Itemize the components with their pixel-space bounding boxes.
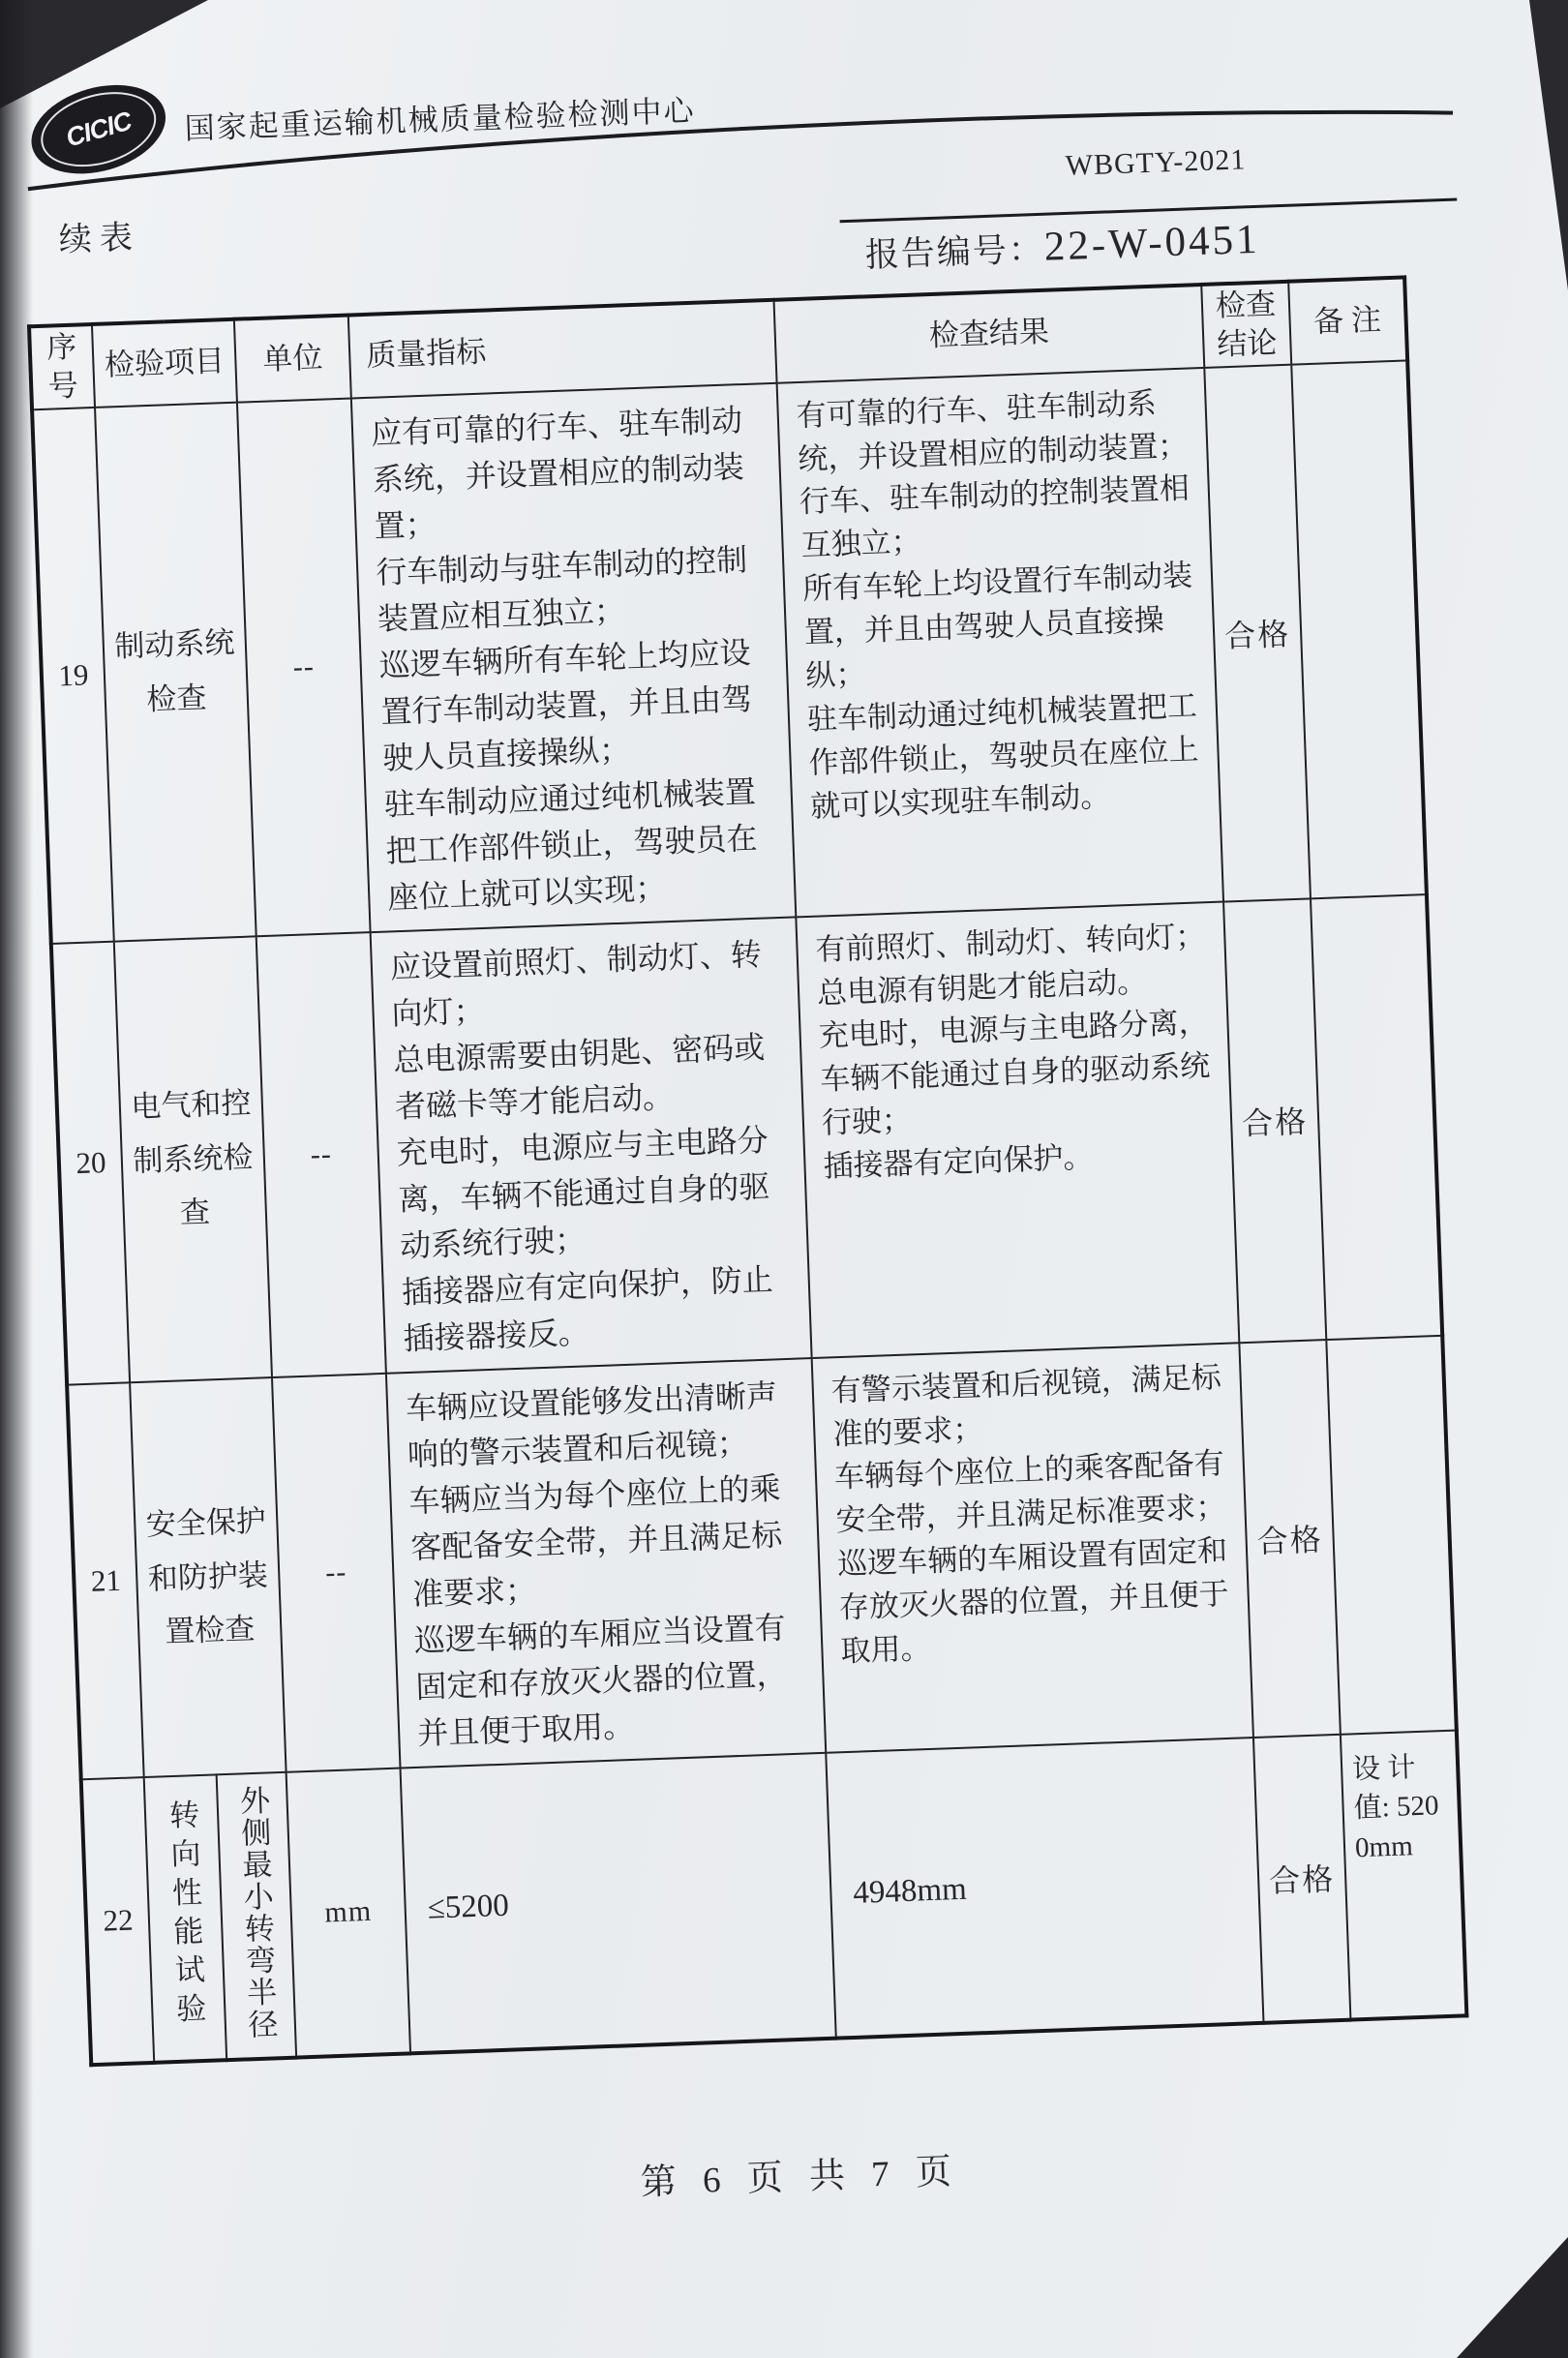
cell-result-21: 有警示装置和后视镜，满足标准的要求； 车辆每个座位上的乘客配备有安全带，并且满足标准要求； 巡逻车辆的车厢设置有固定和存放灭火器的位置，并且便于取用。 (812, 1343, 1253, 1753)
report-number-label: 报告编号： (864, 229, 1045, 275)
cell-indicator-20: 应设置前照灯、制动灯、转向灯； 总电源需要由钥匙、密码或者磁卡等才能启动。 充电时，电源应与主电路分离，车辆不能通过自身的驱动系统行驶； 插接器应有定向保护，防止插接器接反。 (371, 917, 812, 1373)
doc-code: WBGTY-2021 (1065, 143, 1247, 182)
cell-conclusion-19: 合格 (1204, 364, 1311, 901)
cell-conclusion-22: 合格 (1253, 1734, 1350, 2022)
cell-item-20: 电气和控制系统检查 (114, 936, 272, 1382)
cell-remark-20 (1311, 894, 1442, 1340)
cell-indicator-21: 车辆应设置能够发出清晰声响的警示装置和后视镜； 车辆应当为每个座位上的乘客配备安全带，并且满足标准要求； 巡逻车辆的车厢应当设置有固定和存放灭火器的位置，并且便于取用。 (386, 1358, 826, 1768)
item-22-vertical-text: 转向性能试验 (164, 1799, 207, 2033)
cell-seq-22: 22 (81, 1777, 155, 2065)
cell-result-19: 有可靠的行车、驻车制动系统，并设置相应的制动装置； 行车、驻车制动的控制装置相互独立； 所有车轮上均设置行车制动装置，并且由驾驶人员直接操纵； 驻车制动通过纯机械装置把工作部件锁止，驾驶员在座位上就可以实现驻车制动。 (777, 368, 1223, 917)
col-header-conclusion: 检查结论 (1201, 282, 1291, 368)
cell-unit-22: mm (286, 1768, 410, 2057)
report-number-value: 22-W-0451 (1042, 216, 1261, 270)
page-binding-shadow (0, 0, 33, 2358)
inspection-table (27, 275, 1468, 2066)
cell-result-20: 有前照灯、制动灯、转向灯； 总电源有钥匙才能启动。 充电时，电源与主电路分离，车辆不能通过自身的驱动系统行驶； 插接器有定向保护。 (796, 901, 1239, 1358)
cell-indicator-19: 应有可靠的行车、驻车制动系统，并设置相应的制动装置； 行车制动与驻车制动的控制装置应相互独立； 巡逻车辆所有车轮上均应设置行车制动装置，并且由驾驶人员直接操纵； 驻车制动应通过纯机械装置把工作部件锁止，驾驶员在座位上就可以实现； (351, 382, 796, 931)
table-row-20 (51, 894, 1442, 1385)
cell-remark-19 (1291, 360, 1427, 898)
cell-seq-20: 20 (51, 941, 130, 1384)
cell-item-21: 安全保护和防护装置检查 (130, 1377, 286, 1777)
table-row-22 (81, 1730, 1467, 2065)
cell-item-22 (144, 1774, 227, 2062)
org-name: 国家起重运输机械质量检验检测中心 (184, 93, 697, 146)
col-header-seq: 序号 (29, 324, 95, 409)
cell-item-19: 制动系统检查 (95, 402, 256, 941)
col-header-item: 检验项目 (92, 319, 237, 408)
cell-unit-19: -- (237, 398, 371, 936)
table-row-19 (32, 360, 1427, 944)
cell-unit-21: -- (272, 1373, 401, 1771)
subitem-22-vertical-text: 外侧最小转弯半径 (234, 1784, 278, 2041)
col-header-remark: 备 注 (1288, 277, 1407, 364)
cell-conclusion-21: 合格 (1239, 1340, 1341, 1738)
cell-conclusion-20: 合格 (1223, 898, 1326, 1343)
col-header-unit: 单位 (234, 316, 351, 403)
cell-subitem-22 (217, 1771, 297, 2059)
page-number-footer: 第 6 页 共 7 页 (640, 2152, 961, 2203)
cell-indicator-22: ≤5200 (401, 1752, 836, 2053)
cell-seq-21: 21 (67, 1382, 144, 1779)
cicic-logo-text: CICIC (62, 106, 135, 153)
cell-remark-22: 设 计值: 5200mm (1341, 1730, 1466, 2019)
col-header-result: 检查结果 (774, 285, 1205, 382)
cell-unit-20: -- (256, 932, 386, 1377)
table-row-21 (67, 1335, 1457, 1779)
continued-table-label: 续表 (58, 220, 141, 259)
cell-seq-19: 19 (32, 408, 114, 944)
col-header-indicator: 质量指标 (348, 300, 777, 398)
report-number (864, 215, 1260, 278)
cell-result-22: 4948mm (826, 1738, 1263, 2039)
cell-remark-21 (1326, 1335, 1457, 1734)
